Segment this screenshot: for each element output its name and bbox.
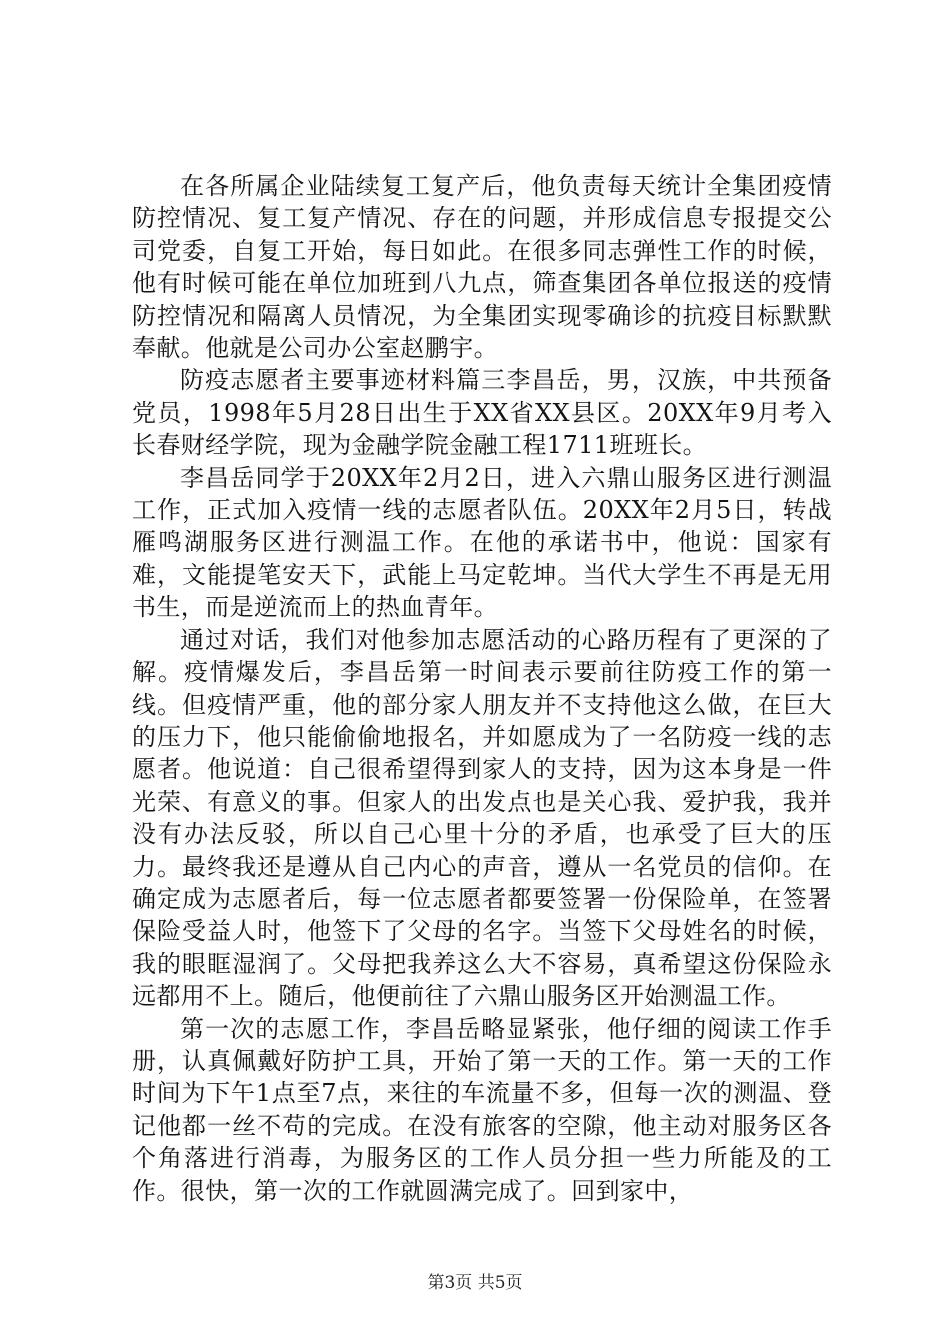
paragraph-3: 李昌岳同学于20XX年2月2日，进入六鼎山服务区进行测温工作，正式加入疫情一线的志愿者队伍。20XX年2月5日，转战雁鸣湖服务区进行测温工作。在他的承诺书中，他说：国家有难，文能提笔安天下，武能上马定乾坤。当代大学生不再是无用书生，而是逆流而上的热血青年。 [132, 463, 832, 622]
paragraph-1: 在各所属企业陆续复工复产后，他负责每天统计全集团疫情防控情况、复工复产情况、存在的问题，并形成信息专报提交公司党委，自复工开始，每日如此。在很多同志弹性工作的时候，他有时候可能在单位加班到八九点，筛查集团各单位报送的疫情防控情况和隔离人员情况，为全集团实现零确诊的抗疫目标默默奉献。他就是公司办公室赵鹏宇。 [132, 172, 832, 363]
paragraph-4: 通过对话，我们对他参加志愿活动的心路历程有了更深的了解。疫情爆发后，李昌岳第一时间表示要前往防疫工作的第一线。但疫情严重，他的部分家人朋友并不支持他这么做，在巨大的压力下，他只能偷偷地报名，并如愿成为了一名防疫一线的志愿者。他说道：自己很希望得到家人的支持，因为这本身是一件光荣、有意义的事。但家人的出发点也是关心我、爱护我，我并没有办法反驳，所以自己心里十分的矛盾，也承受了巨大的压力。最终我还是遵从自己内心的声音，遵从一名党员的信仰。在确定成为志愿者后，每一位志愿者都要签署一份保险单，在签署保险受益人时，他签下了父母的名字。当签下父母姓名的时候，我的眼眶湿润了。父母把我养这么大不容易，真希望这份保险永远都用不上。随后，他便前往了六鼎山服务区开始测温工作。 [132, 625, 832, 1011]
paragraph-5: 第一次的志愿工作，李昌岳略显紧张，他仔细的阅读工作手册，认真佩戴好防护工具，开始了第一天的工作。第一天的工作时间为下午1点至7点，来往的车流量不多，但每一次的测温、登记他都一丝不苟的完成。在没有旅客的空隙，他主动对服务区各个角落进行消毒，为服务区的工作人员分担一些力所能及的工作。很快，第一次的工作就圆满完成了。回到家中， [132, 1014, 832, 1205]
page-footer: 第3页 共5页 [427, 1273, 523, 1293]
document-body [132, 170, 832, 1207]
paragraph-2: 防疫志愿者主要事迹材料篇三李昌岳，男，汉族，中共预备党员，1998年5月28日出生于XX省XX县区。20XX年9月考入长春财经学院，现为金融学院金融工程1711班班长。 [132, 366, 832, 460]
